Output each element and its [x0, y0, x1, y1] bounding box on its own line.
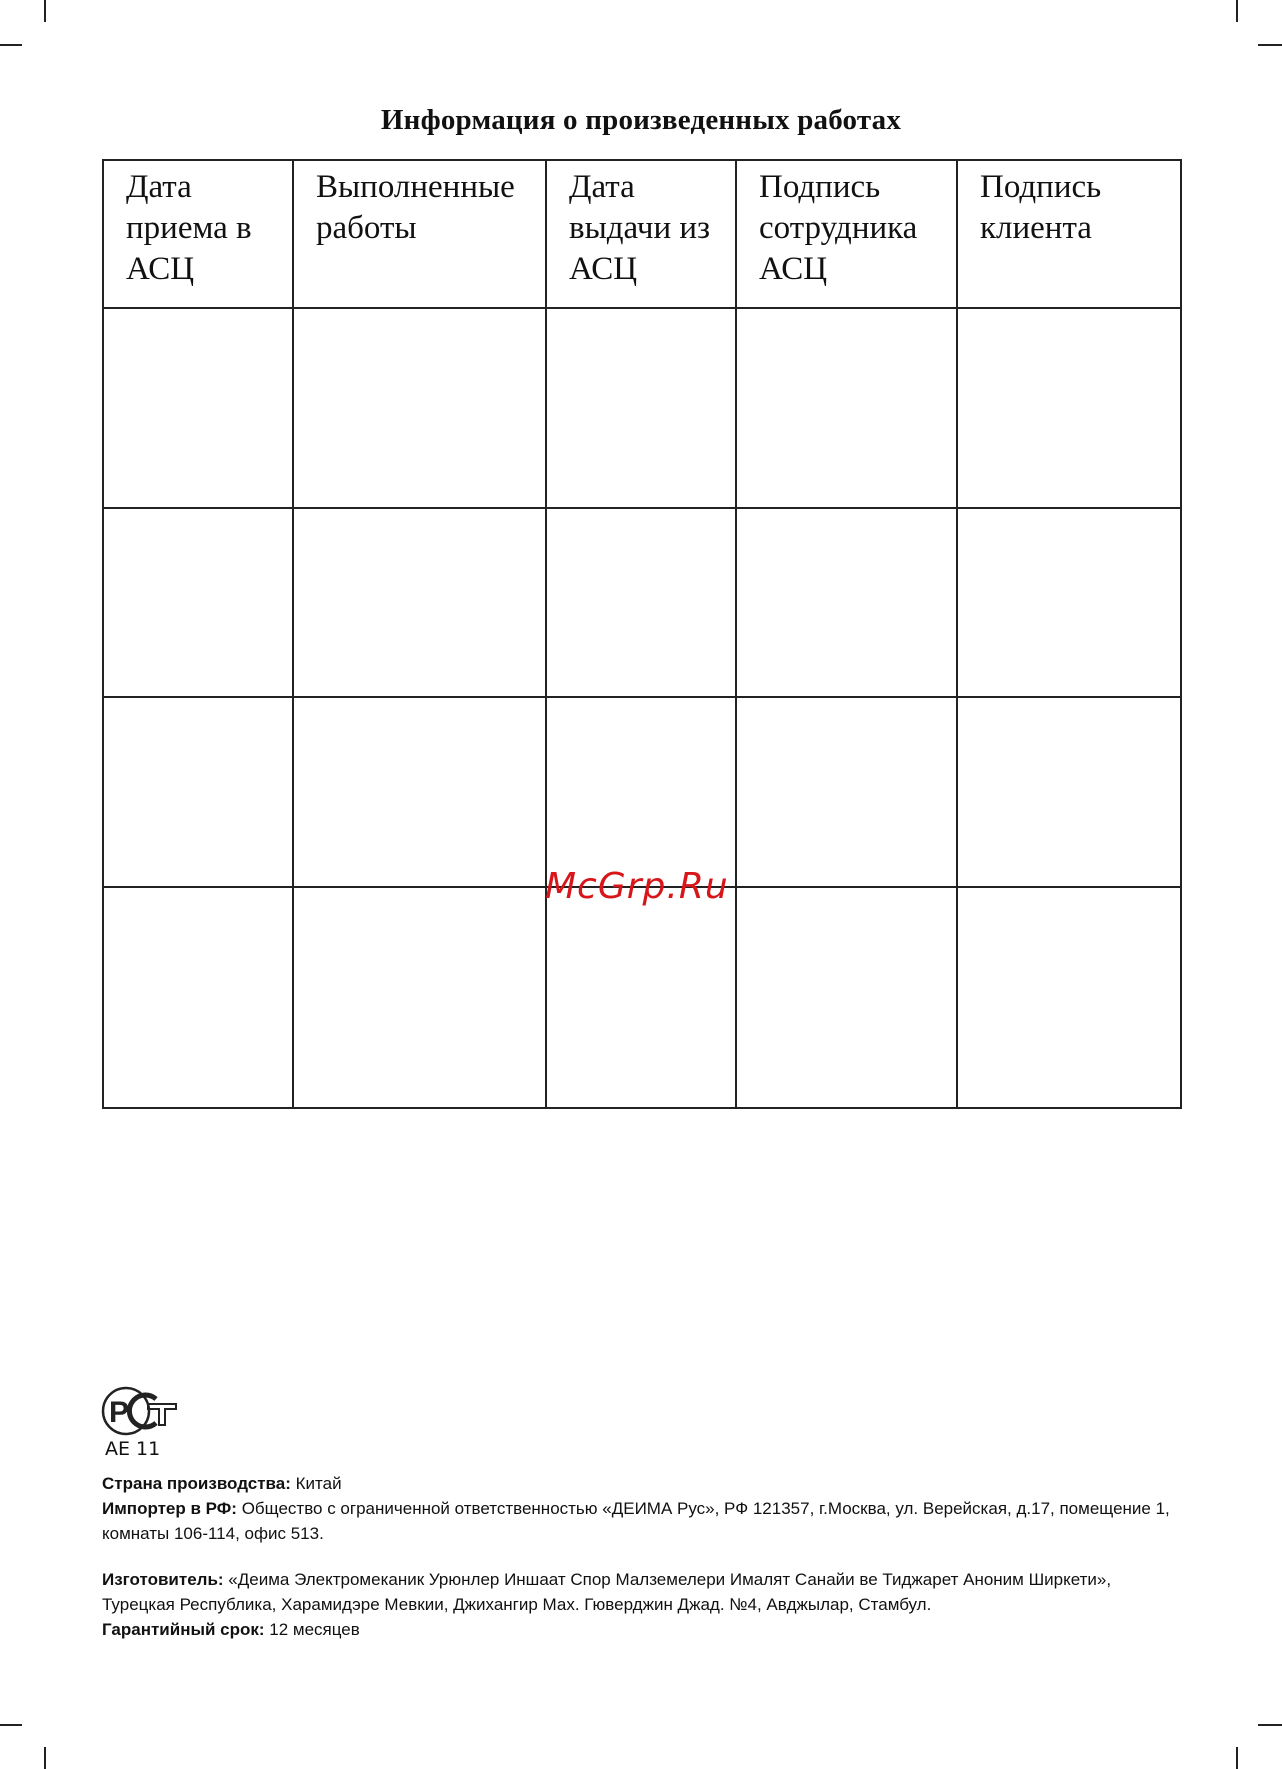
crop-mark [0, 1724, 22, 1726]
table-row [103, 308, 1181, 508]
crop-mark [0, 44, 22, 46]
importer-label: Импортер в РФ: [102, 1499, 237, 1518]
table-cell[interactable] [293, 508, 546, 697]
header-date-received: Дата приема в АСЦ [103, 160, 293, 308]
table-row [103, 508, 1181, 697]
rst-certification-mark-icon [100, 1385, 180, 1437]
table-cell[interactable] [736, 697, 957, 887]
table-cell[interactable] [293, 887, 546, 1108]
works-table [102, 159, 1182, 1109]
table-cell[interactable] [736, 508, 957, 697]
manufacturer-value: «Деима Электромеканик Урюнлер Иншаат Спор Малземелери Ималят Санайи ве Тиджарет Аноним Ширкети», Турецкая Республика, Харамидэре Мевкии, Джихангир Мах. Гюверджин Джад. №4, Авджылар, Стамбул. [102, 1570, 1112, 1614]
manufacturer-label: Изготовитель: [102, 1570, 224, 1589]
header-employee-signature: Подпись сотрудника АСЦ [736, 160, 957, 308]
table-cell[interactable] [103, 697, 293, 887]
manufacturer-info [102, 1567, 1182, 1617]
country-label: Страна производства: [102, 1474, 291, 1493]
table-cell[interactable] [957, 508, 1181, 697]
table-cell[interactable] [293, 308, 546, 508]
table-cell[interactable] [546, 308, 736, 508]
header-client-signature: Подпись клиента [957, 160, 1181, 308]
table-cell[interactable] [546, 697, 736, 887]
table-cell[interactable] [957, 697, 1181, 887]
header-date-issued: Дата выдачи из АСЦ [546, 160, 736, 308]
svg-text:P: P [109, 1396, 130, 1429]
crop-mark [1236, 0, 1238, 22]
watermark-text: McGrp.Ru [545, 866, 729, 907]
warranty-info [102, 1617, 1182, 1642]
country-value: Китай [290, 1474, 342, 1493]
page-title: Информация о произведенных работах [380, 104, 902, 136]
table-row [103, 887, 1181, 1108]
table-cell[interactable] [546, 887, 736, 1108]
table-cell[interactable] [103, 308, 293, 508]
table-cell[interactable] [957, 887, 1181, 1108]
crop-mark [1258, 1724, 1282, 1726]
table-cell[interactable] [293, 697, 546, 887]
country-of-origin [102, 1471, 1182, 1496]
table-row [103, 697, 1181, 887]
table-cell[interactable] [736, 308, 957, 508]
table-cell[interactable] [103, 508, 293, 697]
importer-value: Общество с ограниченной ответственностью «ДЕИМА Рус», РФ 121357, г.Москва, ул. Верейская, д.17, помещение 1, комнаты 106-114, офис 513. [102, 1499, 1170, 1543]
crop-mark [1258, 44, 1282, 46]
table-header-row [103, 160, 1181, 308]
crop-mark [1236, 1747, 1238, 1769]
warranty-value: 12 месяцев [264, 1620, 360, 1639]
crop-mark [44, 1747, 46, 1769]
crop-mark [44, 0, 46, 22]
warranty-label: Гарантийный срок: [102, 1620, 265, 1639]
table-cell[interactable] [103, 887, 293, 1108]
table-cell[interactable] [957, 308, 1181, 508]
certification-code: AE 11 [105, 1438, 161, 1460]
table-cell[interactable] [736, 887, 957, 1108]
header-work-performed: Выполненные работы [293, 160, 546, 308]
table-cell[interactable] [546, 508, 736, 697]
importer-info [102, 1496, 1182, 1546]
